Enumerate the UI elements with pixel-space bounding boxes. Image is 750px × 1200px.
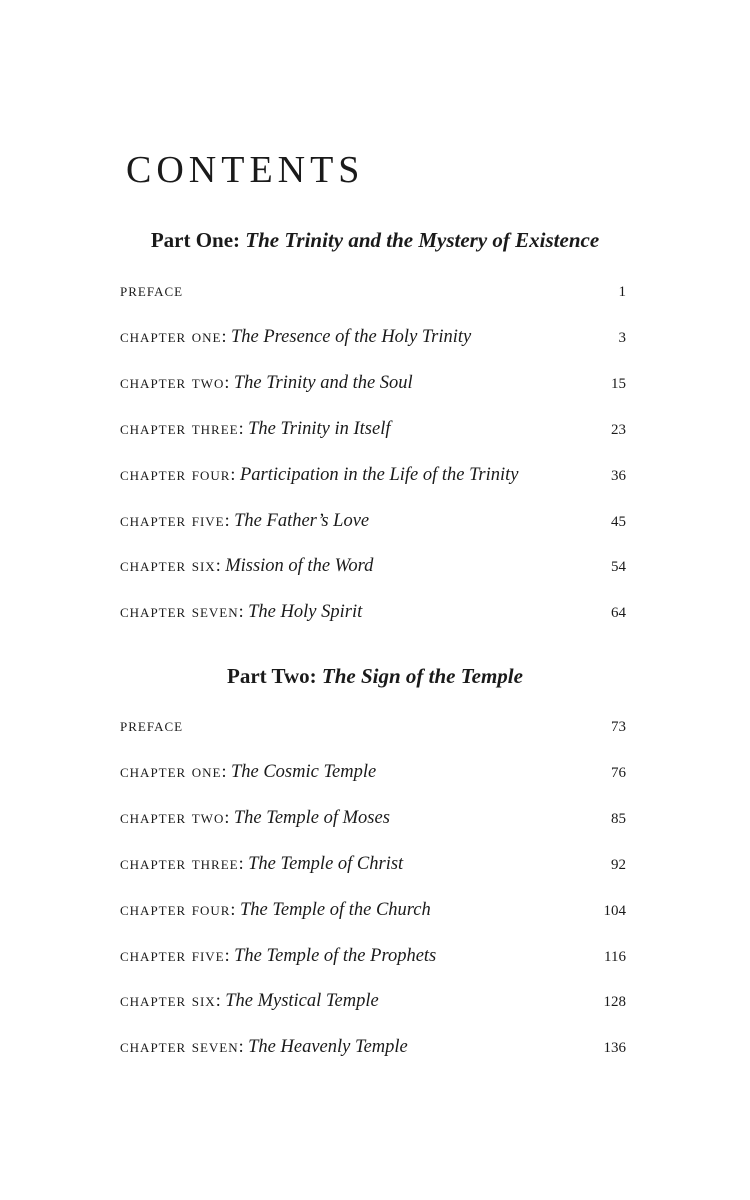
toc-entry[interactable] — [120, 715, 626, 743]
chapter-separator: : — [224, 509, 235, 530]
chapter-number: chapter one — [120, 760, 222, 781]
page-number: 128 — [603, 994, 626, 1011]
chapter-number: chapter seven — [120, 1036, 239, 1057]
page-number: 23 — [611, 421, 626, 438]
chapter-title: Participation in the Life of the Trinity — [239, 464, 519, 485]
chapter-number: chapter seven — [120, 601, 239, 622]
chapter-title: The Holy Spirit — [248, 602, 363, 623]
chapter-separator: : — [230, 898, 240, 919]
toc-entry-label — [120, 945, 436, 967]
chapter-number: chapter five — [120, 509, 225, 530]
part-label: Part Two: — [227, 664, 317, 688]
toc-entry-label — [120, 1036, 408, 1058]
page-number: 104 — [603, 902, 626, 919]
toc-entry[interactable] — [120, 510, 626, 538]
chapter-separator: : — [221, 325, 231, 346]
chapter-separator: : — [221, 760, 231, 781]
toc-entry[interactable] — [120, 899, 626, 927]
page-number: 3 — [618, 329, 626, 346]
chapter-title: The Temple of the Prophets — [234, 945, 437, 966]
part-heading — [0, 664, 750, 689]
toc-entry[interactable] — [120, 853, 626, 881]
page-number: 36 — [611, 467, 626, 484]
chapter-separator: : — [224, 944, 235, 965]
part-label: Part One: — [150, 228, 241, 252]
part-subtitle: The Trinity and the Mystery of Existence — [245, 228, 600, 252]
page-number: 45 — [611, 513, 626, 530]
part-subtitle: The Sign of the Temple — [321, 664, 523, 688]
page-number: 64 — [611, 605, 626, 622]
toc-entry[interactable] — [120, 1036, 626, 1064]
chapter-number: chapter four — [120, 463, 231, 484]
toc-entry-label — [120, 807, 390, 829]
toc-entry-label — [120, 761, 376, 783]
toc-entry-label — [120, 510, 369, 532]
toc-entry-label — [120, 899, 431, 921]
chapter-number: chapter six — [120, 990, 216, 1011]
page-number: 92 — [611, 856, 626, 873]
toc-entry[interactable] — [120, 761, 626, 789]
chapter-title: The Cosmic Temple — [230, 761, 377, 782]
toc-entry[interactable] — [120, 372, 626, 400]
toc-entry-label — [120, 326, 471, 348]
page-number: 76 — [611, 764, 626, 781]
part-heading — [0, 228, 750, 253]
toc-entry-label — [120, 853, 403, 875]
toc-entry[interactable] — [120, 280, 626, 308]
chapter-title: The Trinity in Itself — [248, 418, 391, 439]
page-title: CONTENTS — [126, 149, 365, 191]
chapter-separator: : — [238, 417, 249, 438]
chapter-separator: : — [230, 463, 240, 484]
chapter-number: chapter six — [120, 555, 216, 576]
toc-entry[interactable] — [120, 990, 626, 1018]
chapter-title: The Temple of Moses — [233, 807, 390, 828]
chapter-number: preface — [120, 280, 184, 300]
page-number: 85 — [611, 810, 626, 827]
page-number: 15 — [611, 375, 626, 392]
toc-entry-label — [120, 990, 379, 1012]
chapter-title: The Heavenly Temple — [248, 1037, 408, 1058]
chapter-number: chapter five — [120, 944, 225, 965]
toc-entry[interactable] — [120, 418, 626, 446]
toc-entry-label — [120, 601, 362, 623]
chapter-title: The Temple of Christ — [248, 853, 404, 874]
page-number: 73 — [611, 719, 626, 735]
toc-entry[interactable] — [120, 326, 626, 354]
chapter-number: chapter three — [120, 852, 239, 873]
chapter-separator: : — [224, 806, 234, 827]
chapter-title: The Trinity and the Soul — [233, 372, 413, 393]
page-number: 116 — [604, 948, 626, 965]
toc-entry-label — [120, 418, 391, 440]
toc-entry[interactable] — [120, 807, 626, 835]
chapter-separator: : — [224, 371, 234, 392]
toc-entry-label — [120, 372, 413, 394]
chapter-title: Mission of the Word — [225, 556, 374, 577]
page-number: 136 — [603, 1040, 626, 1057]
toc-entry-label — [120, 280, 183, 301]
toc-entry-label — [120, 464, 518, 486]
chapter-title: The Temple of the Church — [239, 899, 431, 920]
page-number: 54 — [611, 559, 626, 576]
chapter-number: preface — [120, 715, 184, 735]
chapter-number: chapter two — [120, 806, 225, 827]
toc-entry[interactable] — [120, 945, 626, 973]
toc-entry[interactable] — [120, 555, 626, 583]
chapter-separator: : — [215, 990, 226, 1011]
page-number: 1 — [618, 284, 626, 300]
chapter-number: chapter four — [120, 898, 231, 919]
chapter-number: chapter three — [120, 417, 239, 438]
toc-entry-label — [120, 715, 183, 736]
chapter-title: The Father’s Love — [234, 510, 370, 531]
chapter-title: The Mystical Temple — [225, 991, 379, 1012]
chapter-number: chapter two — [120, 371, 225, 392]
toc-entry-label — [120, 555, 373, 577]
chapter-separator: : — [238, 601, 249, 622]
chapter-title: The Presence of the Holy Trinity — [230, 326, 472, 347]
chapter-number: chapter one — [120, 325, 222, 346]
toc-entry[interactable] — [120, 601, 626, 629]
toc-entry[interactable] — [120, 464, 626, 492]
chapter-separator: : — [215, 555, 226, 576]
chapter-separator: : — [238, 1036, 249, 1057]
chapter-separator: : — [238, 852, 249, 873]
